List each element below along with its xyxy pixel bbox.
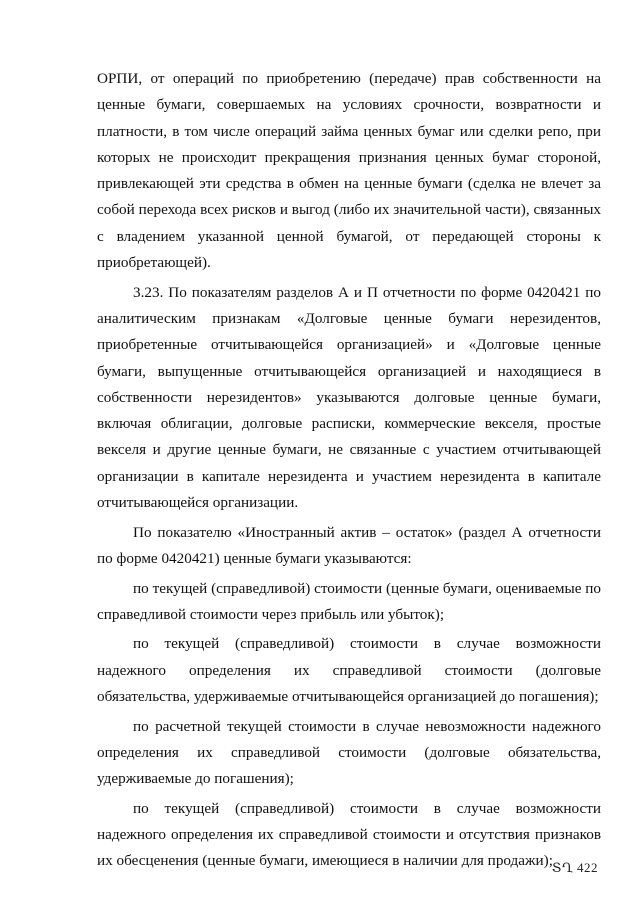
paragraph-held-to-maturity-reliable: по текущей (справедливой) стоимости в случае возможности надежного определения их справедливой стоимости (долговые обязательства, удерживаемые отчитывающейся организацией до погашения); — [97, 635, 601, 706]
page-number: ՏՂ 422 — [551, 860, 598, 875]
paragraph-available-for-sale: по текущей (справедливой) стоимости в случае возможности надежного определения их справедливой стоимости и отсутствия признаков их обесценения (ценные бумаги, имеющиеся в наличии для продажи); — [97, 799, 601, 870]
document-body — [97, 66, 601, 878]
paragraph-3-23: 3.23. По показателям разделов А и П отчетности по форме 0420421 по аналитическим признакам «Долговые ценные бумаги нерезидентов, приобретенные отчитывающейся организацией» и «Долговые ценные бумаги, выпущенные отчитывающейся организацией и находящиеся в собственности нерезидентов» указываются долговые ценные бумаги, включая облигации, долговые расписки, коммерческие векселя, простые векселя и другие ценные бумаги, не связанные с участием отчитывающей организации в капитале нерезидента и участием нерезидента в капитале отчитывающейся организации. — [97, 283, 601, 512]
paragraph-calculated-value: по расчетной текущей стоимости в случае невозможности надежного определения их справедливой стоимости (долговые обязательства, удерживаемые до погашения); — [97, 717, 601, 788]
paragraph-foreign-asset-intro: По показателю «Иностранный актив – остаток» (раздел А отчетности по форме 0420421) ценные бумаги указываются: — [97, 523, 601, 567]
paragraph-fair-value-pl: по текущей (справедливой) стоимости (ценные бумаги, оцениваемые по справедливой стоимости через прибыль или убыток); — [97, 579, 601, 623]
paragraph-orpi-continuation: ОРПИ, от операций по приобретению (передаче) прав собственности на ценные бумаги, совершаемых на условиях срочности, возвратности и платности, в том числе операций займа ценных бумаг или сделки репо, при которых не происходит прекращения признания ценных бумаг стороной, привлекающей эти средства в обмен на ценные бумаги (сделка не влечет за собой перехода всех рисков и выгод (либо их значительной части), связанных с владением указанной ценной бумагой, от передающей стороны к приобретающей). — [97, 70, 601, 272]
